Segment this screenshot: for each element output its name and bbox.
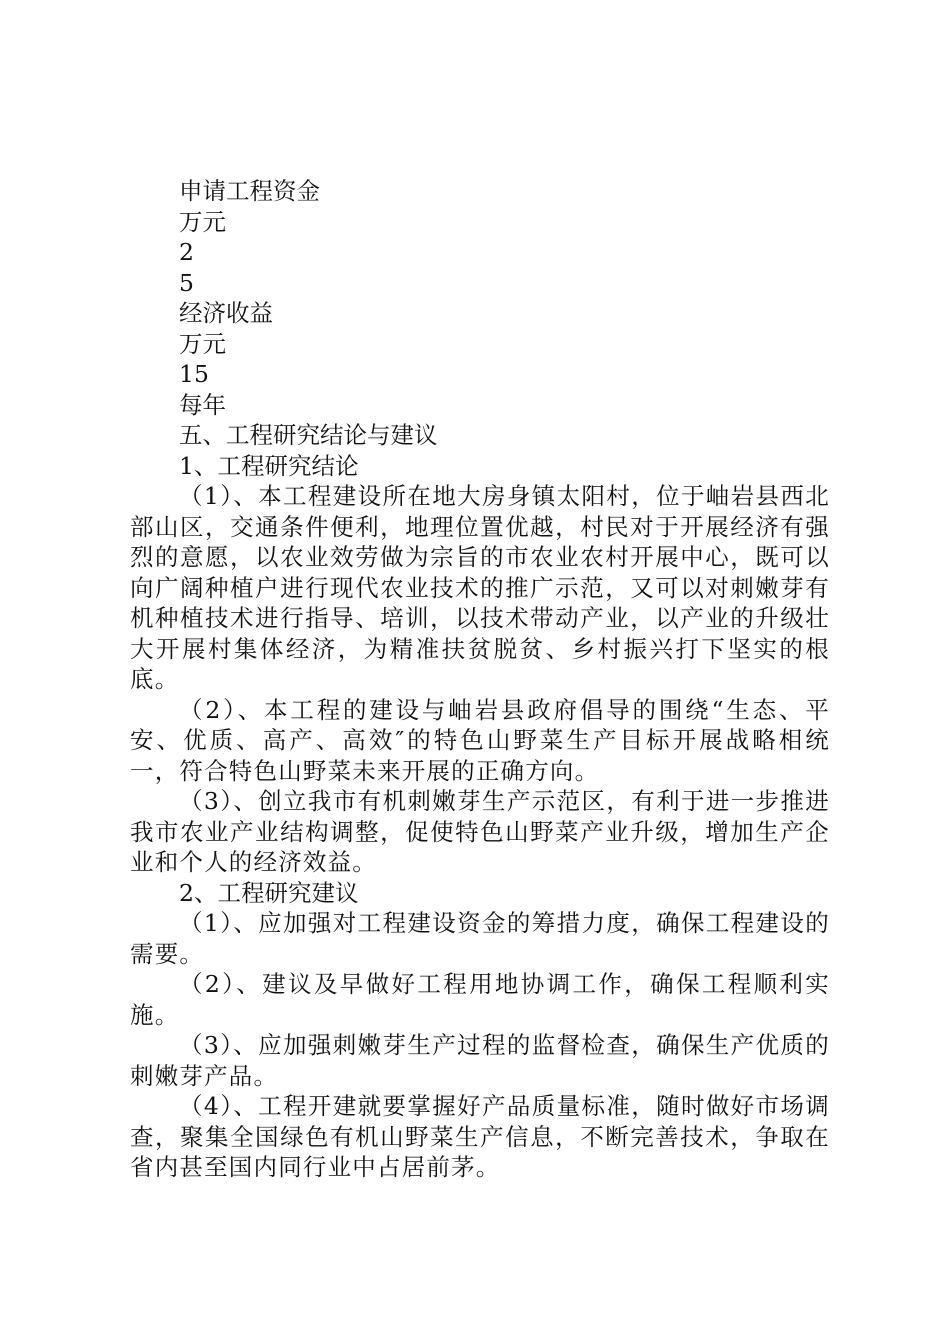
- income-note: 每年: [179, 390, 226, 419]
- fund-value-b: 5: [179, 268, 194, 297]
- suggestion-paragraph: （1）、应加强对工程建设资金的筹措力度，确保工程建设的需要。: [130, 909, 830, 968]
- subsection-heading-conclusion: 1、工程研究结论: [179, 451, 359, 480]
- subsection-heading-suggestion: 2、工程研究建议: [179, 878, 359, 907]
- conclusion-paragraph: （3）、创立我市有机刺嫩芽生产示范区，有利于进一步推进我市农业产业结构调整，促使特色山野菜产业升级，增加生产企业和个人的经济效益。: [130, 787, 830, 876]
- section-heading: 五、工程研究结论与建议: [179, 421, 438, 449]
- income-unit: 万元: [179, 329, 226, 358]
- suggestion-paragraph: （4）、工程开建就要掌握好产品质量标准，随时做好市场调查，聚集全国绿色有机山野菜生产信息，不断完善技术，争取在省内甚至国内同行业中占居前茅。: [130, 1092, 830, 1181]
- fund-value-a: 2: [179, 238, 194, 266]
- income-value: 15: [179, 360, 209, 388]
- suggestion-paragraph: （3）、应加强刺嫩芽生产过程的监督检查，确保生产优质的刺嫩芽产品。: [130, 1031, 830, 1090]
- conclusion-paragraph: （1）、本工程建设所在地大房身镇太阳村，位于岫岩县西北部山区，交通条件便利，地理位置优越，村民对于开展经济有强烈的意愿，以农业效劳做为宗旨的市农业农村开展中心，既可以向广阔种植户进行现代农业技术的推广示范，又可以对刺嫩芽有机种植技术进行指导、培训，以技术带动产业，以产业的升级壮大开展村集体经济，为精准扶贫脱贫、乡村振兴打下坚实的根底。: [130, 482, 830, 693]
- fund-label: 申请工程资金: [179, 177, 320, 205]
- document-body: [130, 176, 830, 1183]
- suggestion-paragraph: （2）、建议及早做好工程用地协调工作，确保工程顺利实施。: [130, 970, 830, 1029]
- fund-unit: 万元: [179, 207, 226, 236]
- conclusion-paragraph: （2）、本工程的建设与岫岩县政府倡导的围绕“生态、平安、优质、高产、高效″的特色山野菜生产目标开展战略相统一，符合特色山野菜未来开展的正确方向。: [130, 695, 830, 785]
- income-label: 经济收益: [179, 299, 273, 327]
